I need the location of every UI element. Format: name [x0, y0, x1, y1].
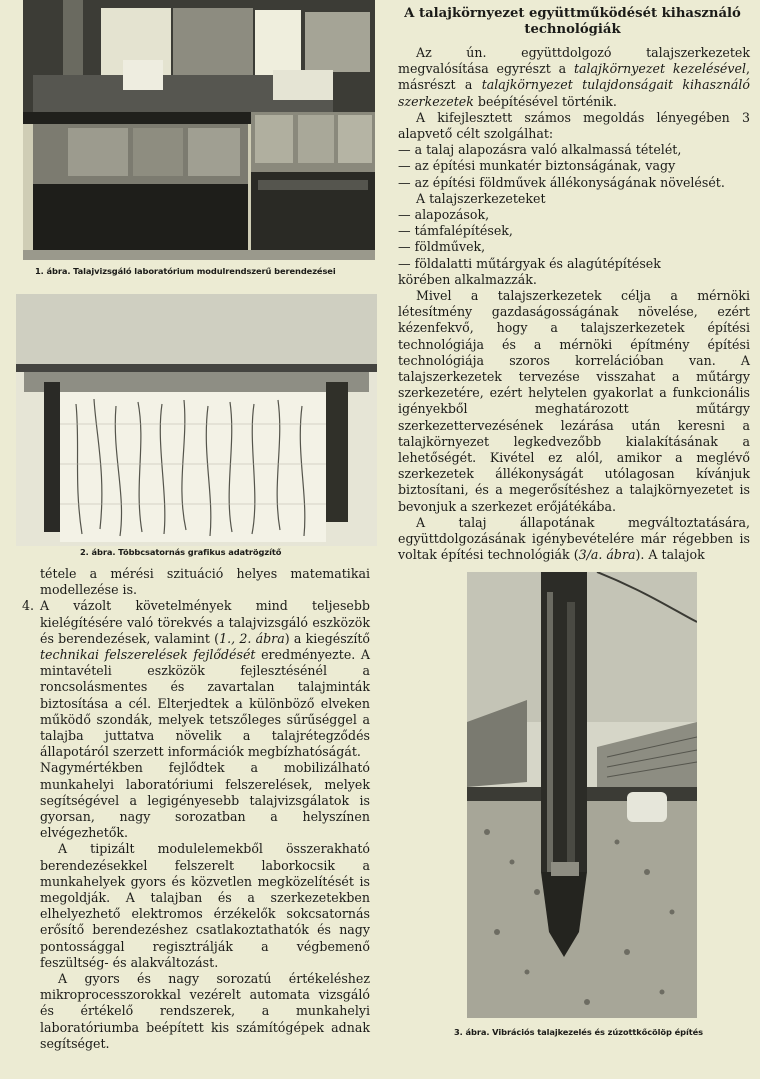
right-paragraph-3: A talajszerkezeteket [416, 190, 546, 206]
right-paragraph-5 [398, 515, 750, 564]
text-run: ). A talajok [635, 547, 705, 563]
left-paragraph-3: Nagymértékben fejlődtek a mobilizálható munkahelyi laboratóriumi felszerelések, melyek segítségével a legigényesebb talajvizsgálatok is gyorsan, nagy sorozatban a helyszínen elvégezhetők. [40, 760, 370, 841]
vibroflot-illustration [467, 572, 697, 1018]
figure-2-caption: 2. ábra. Többcsatornás grafikus adatrögzítő [80, 547, 282, 557]
right-paragraph-4: Mivel a talajszerkezetek célja a mérnöki létesítmény gazdaságosságának növelése, ezért kézenfekvő, hogy a talajszerkezetek építési technológiája és a mérnöki építmény építési technológiája szoros korrelációban van. A talajszerkezetek tervezése visszahat a műtárgy szerkezetére, ezért helytelen gyakorlat a funkcionális igényekből meghatározott műtárgy szerkezettervezésének lezárása után keresni a talajkörnyezet legkedvezőbb kialakításának a lehetőségét. Kivétel ez alól, amikor a meglévő szerkezetek állékonyságát utólagosan kívánjuk biztosítani, és a megerősítéshez a talajkörnyezetet is bevonjuk a szerkezet erőjátékába. [398, 288, 750, 514]
emphasis: technikai felszerelések fejlődését [40, 647, 256, 663]
figure-3-caption: 3. ábra. Vibrációs talajkezelés és zúzottkőcölöp építés [454, 1027, 703, 1037]
left-paragraph-1: tétele a mérési szituáció helyes matematikai modellezése is. [40, 566, 370, 598]
left-paragraph-5: A gyors és nagy sorozatú értékeléshez mikroprocesszorokkal vezérelt automata vizsgáló és értékelő rendszerek, a munkahelyi laboratóriumba beépített kis számítógépek adnak segítséget. [40, 971, 370, 1051]
chart-recorder-illustration [16, 294, 377, 546]
use-item: — támfalépítések, [398, 223, 513, 239]
left-paragraph-2 [22, 598, 370, 760]
use-item: — földművek, [398, 239, 486, 255]
figure-1-caption: 1. ábra. Talajvizsgáló laboratórium modulrendszerű berendezései [35, 266, 336, 276]
goal-item: — a talaj alapozásra való alkalmassá tételét, [398, 142, 682, 158]
left-paragraph-4: A tipizált modulelemekből összerakható berendezésekkel felszerelt laborkocsik a munkahelyek gyors és közvetlen megközelítését is megoldják. A talajban és a szerkezetekben elhelyezhető elektromos érzékelők sokcsatornás erősítő berendezéshez csatlakoztathatók és nagy pontossággal regisztrálják a végbemenő feszültség- és alakváltozást. [40, 841, 370, 970]
goal-item: — az építési munkatér biztonságának, vagy [398, 158, 676, 174]
text-run: beépítésével történik. [473, 93, 617, 109]
text-run: eredményezte. A mintavételi eszközök fejlesztésénél a roncsolásmentes és zavartalan talajminták biztosítása a cél. Elterjedtek a különböző elveken működő szondák, melyek tetszőleges sűrűséggel a talajba juttatva növelik a talajrétegződés állapotáról szerzett információk megbízhatóságát. [40, 647, 370, 760]
goal-item: — az építési földművek állékonyságának növelését. [398, 174, 725, 190]
use-item: — földalatti műtárgyak és alagútépítések [398, 255, 661, 271]
left-column [22, 566, 370, 1052]
figure-reference: 3/a. ábra [578, 547, 636, 563]
figure-1-photo [23, 0, 375, 260]
right-paragraph-1 [398, 45, 750, 110]
right-paragraph-3-end: körében alkalmazzák. [398, 271, 537, 287]
text-run: A vázolt követelmények mind teljesebb kielégítésére való törekvés a talajvizsgáló eszközök és berendezések, valamint ( [40, 598, 370, 646]
use-item: — alapozások, [398, 207, 490, 223]
section-title: A talajkörnyezet együttműködését kihasználó technológiák [404, 6, 741, 37]
figure-reference: 1., 2. ábra [219, 630, 285, 646]
text-run: A talaj állapotának megváltoztatására, együttdolgozásának igénybevételére már régebben is voltak építési technológiák ( [398, 514, 750, 563]
text-run: Az ún. együttdolgozó talajszerkezetek megvalósítása egyrészt a [398, 45, 750, 77]
text-run: , másrészt a [398, 61, 751, 93]
figure-2-photo [16, 294, 377, 546]
emphasis: talajkörnyezet tulajdonságait kihasználó szerkezetek [398, 77, 750, 109]
list-number: 4. [22, 598, 35, 614]
emphasis: talajkörnyezet kezelésével [573, 61, 746, 77]
right-column [398, 45, 750, 564]
right-paragraph-2: A kifejlesztett számos megoldás lényegében 3 alapvető célt szolgálhat: [398, 109, 750, 142]
text-run: ) a kiegészítő [284, 630, 370, 646]
figure-3-photo [467, 572, 697, 1018]
lab-equipment-illustration [23, 0, 375, 260]
